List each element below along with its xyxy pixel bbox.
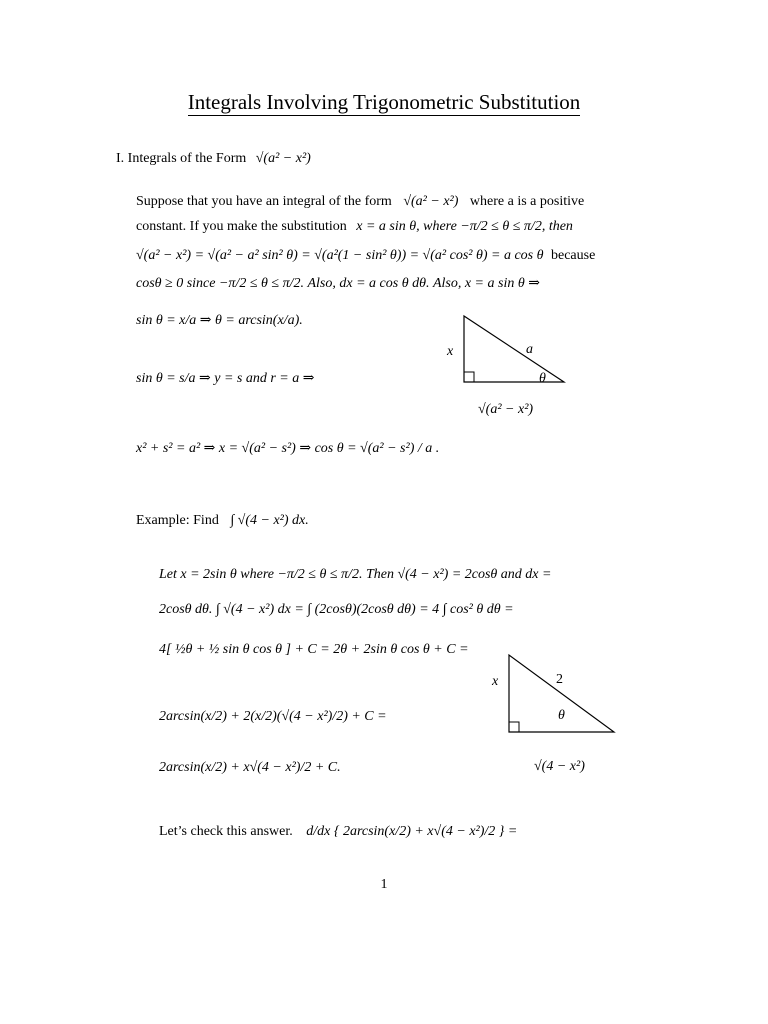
- example-step-4: 2arcsin(x/2) + 2(x/2)(√(4 − x²)/2) + C =: [159, 709, 387, 724]
- triangle-1-angle-label: θ: [539, 371, 546, 386]
- intro-line-4: cosθ ≥ 0 since −π/2 ≤ θ ≤ π/2. Also, dx = a cos θ dθ. Also, x = a sin θ ⇒: [136, 276, 540, 291]
- document-title: Integrals Involving Trigonometric Substitution: [187, 90, 581, 114]
- triangle-2-angle-label: θ: [558, 708, 565, 723]
- triangle-1-shape: [464, 316, 564, 382]
- section-heading-expr: √(a² − x²): [255, 151, 311, 166]
- triangle-2-base-label: √(4 − x²): [534, 759, 585, 774]
- page-number: 1: [380, 877, 388, 892]
- triangle-2-side-label: x: [492, 674, 499, 689]
- intro-line-3: √(a² − x²) = √(a² − a² sin² θ) = √(a²(1 − sin² θ)) = √(a² cos² θ) = a cos θ because: [136, 248, 596, 263]
- right-angle-marker-2: [509, 722, 519, 732]
- triangle-1-hypotenuse-label: a: [526, 342, 533, 357]
- example-step-5: 2arcsin(x/2) + x√(4 − x²)/2 + C.: [159, 760, 341, 775]
- triangle-2-diagram: [500, 650, 630, 740]
- triangle-1-side-label: x: [447, 344, 454, 359]
- intro-line-6: sin θ = s/a ⇒ y = s and r = a ⇒: [136, 371, 315, 386]
- example-step-2: 2cosθ dθ. ∫ √(4 − x²) dx = ∫ (2cosθ)(2cosθ dθ) = 4 ∫ cos² θ dθ =: [159, 602, 514, 617]
- section-heading: I. Integrals of the Form √(a² − x²): [116, 151, 311, 166]
- intro-line-2: constant. If you make the substitution x = a sin θ, where −π/2 ≤ θ ≤ π/2, then: [136, 219, 573, 234]
- intro-line-1: Suppose that you have an integral of the form √(a² − x²) where a is a positive: [136, 194, 585, 209]
- triangle-1-base-label: √(a² − x²): [478, 402, 534, 417]
- intro-line-7: x² + s² = a² ⇒ x = √(a² − s²) ⇒ cos θ = √(a² − s²) / a .: [136, 441, 440, 456]
- example-step-3: 4[ ½θ + ½ sin θ cos θ ] + C = 2θ + 2sin θ cos θ + C =: [159, 642, 469, 657]
- check-answer-line: Let’s check this answer. d/dx { 2arcsin(x/2) + x√(4 − x²)/2 } =: [159, 824, 518, 839]
- triangle-2-hypotenuse-label: 2: [556, 672, 563, 687]
- example-integral: ∫ √(4 − x²) dx.: [230, 513, 309, 528]
- intro-line-5: sin θ = x/a ⇒ θ = arcsin(x/a).: [136, 313, 303, 328]
- example-heading: Example: Find ∫ √(4 − x²) dx.: [136, 513, 309, 528]
- right-angle-marker-1: [464, 372, 474, 382]
- example-step-1: Let x = 2sin θ where −π/2 ≤ θ ≤ π/2. Then √(4 − x²) = 2cosθ and dx =: [159, 567, 552, 582]
